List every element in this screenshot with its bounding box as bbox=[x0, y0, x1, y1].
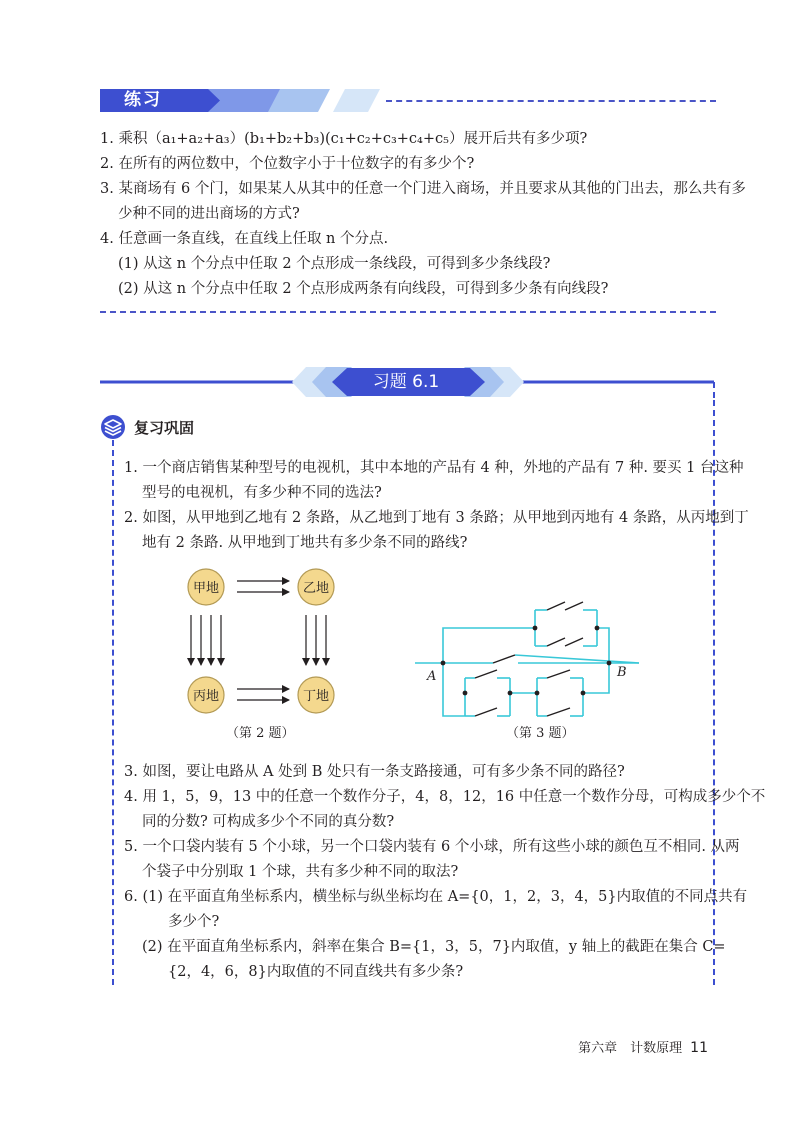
problem-item-1-cont: 型号的电视机，有多少种不同的选法? bbox=[142, 485, 382, 501]
node-yi-label: 乙地 bbox=[302, 581, 330, 596]
problems-left-border bbox=[112, 440, 114, 985]
page-footer bbox=[578, 1037, 708, 1056]
exercise-item-3-cont: 少种不同的进出商场的方式? bbox=[118, 206, 300, 222]
exercise-item-2: 2. 在所有的两位数中，个位数字小于十位数字的有多少个? bbox=[100, 156, 475, 172]
problem-item-5: 5. 一个口袋内装有 5 个小球，另一个口袋内装有 6 个小球，所有这些小球的颜色互不相同. 从两 bbox=[124, 839, 740, 855]
exercise-item-1: 1. 乘积（a₁+a₂+a₃）(b₁+b₂+b₃)(c₁+c₂+c₃+c₄+c₅）展开后共有多少项? bbox=[100, 131, 588, 147]
problem-item-6-sub-2: (2) 在平面直角坐标系内，斜率在集合 B={1，3，5，7}内取值，y 轴上的截距在集合 C= bbox=[142, 939, 726, 955]
circuit-label-b: B bbox=[617, 665, 627, 680]
chapter-label: 第六章 计数原理 bbox=[578, 1041, 683, 1056]
layers-icon bbox=[100, 414, 126, 440]
problem-item-6-sub-2-cont: {2，4，6，8}内取值的不同直线共有多少条? bbox=[168, 964, 464, 980]
exercise-title: 练习 bbox=[124, 90, 162, 110]
figure-3-circuit-diagram bbox=[415, 598, 645, 723]
circuit-label-a: A bbox=[427, 669, 437, 684]
node-bing-label: 丙地 bbox=[192, 689, 220, 704]
dashed-divider-bottom bbox=[100, 311, 716, 313]
problem-item-6-cont: 多少个? bbox=[168, 914, 220, 930]
problem-item-4-cont: 同的分数? 可构成多少个不同的真分数? bbox=[142, 814, 395, 830]
page-number: 11 bbox=[690, 1040, 708, 1056]
node-jia-label: 甲地 bbox=[192, 581, 220, 596]
figure-3-caption: （第 3 题） bbox=[506, 726, 575, 741]
exercise-item-3: 3. 某商场有 6 个门，如果某人从其中的任意一个门进入商场，并且要求从其他的门出去，那么共有多 bbox=[100, 181, 746, 197]
exercise-item-4: 4. 任意画一条直线，在直线上任取 n 个分点. bbox=[100, 231, 389, 247]
problem-item-4: 4. 用 1，5，9，13 中的任意一个数作分子，4，8，12，16 中任意一个数作分母，可构成多少个不 bbox=[124, 789, 766, 805]
dashed-divider-top bbox=[386, 100, 716, 102]
problems-title: 习题 6.1 bbox=[372, 372, 440, 392]
problem-item-2: 2. 如图，从甲地到乙地有 2 条路，从乙地到丁地有 3 条路；从甲地到丙地有 4 条路，从丙地到丁 bbox=[124, 510, 749, 526]
problem-item-6: 6. (1) 在平面直角坐标系内，横坐标与纵坐标均在 A={0，1，2，3，4，5}内取值的不同点共有 bbox=[124, 889, 748, 905]
figure-2-route-diagram bbox=[175, 560, 355, 720]
problem-item-3: 3. 如图，要让电路从 A 处到 B 处只有一条支路接通，可有多少条不同的路径? bbox=[124, 764, 625, 780]
problem-item-1: 1. 一个商店销售某种型号的电视机，其中本地的产品有 4 种，外地的产品有 7 种. 要买 1 台这种 bbox=[124, 460, 744, 476]
problem-item-5-cont: 个袋子中分别取 1 个球，共有多少种不同的取法? bbox=[142, 864, 459, 880]
exercise-item-4-sub-2: (2) 从这 n 个分点中任取 2 个点形成两条有向线段，可得到多少条有向线段? bbox=[118, 281, 609, 297]
exercise-item-4-sub-1: (1) 从这 n 个分点中任取 2 个点形成一条线段，可得到多少条线段? bbox=[118, 256, 551, 272]
section-heading: 复习巩固 bbox=[134, 419, 195, 437]
problem-item-2-cont: 地有 2 条路. 从甲地到丁地共有多少条不同的路线? bbox=[142, 535, 468, 551]
figure-2-caption: （第 2 题） bbox=[226, 726, 295, 741]
node-ding-label: 丁地 bbox=[302, 689, 330, 704]
